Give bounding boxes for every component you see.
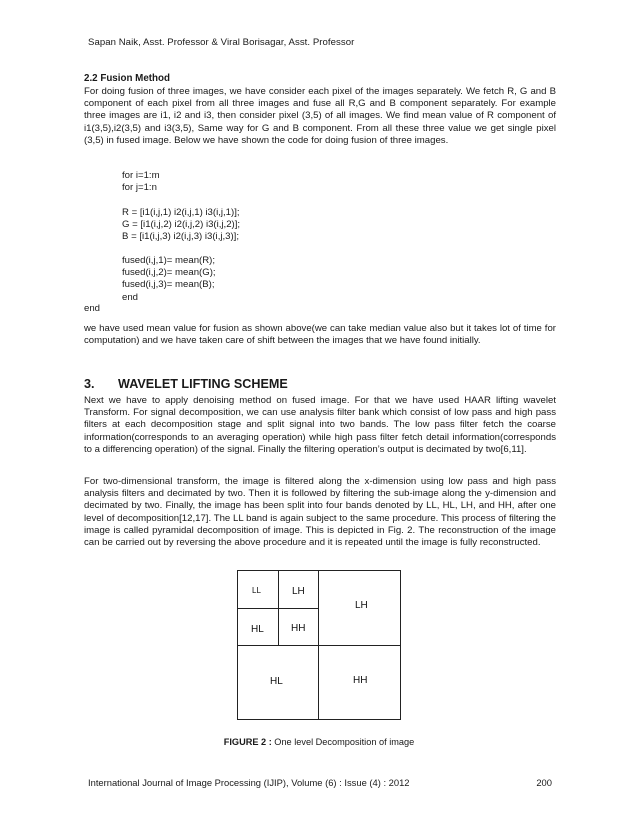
code-line: R = [i1(i,j,1) i2(i,j,1) i3(i,j,1)]; — [122, 207, 240, 218]
code-line: for j=1:n — [122, 182, 157, 194]
figure-caption-text: One level Decomposition of image — [271, 737, 415, 747]
after-code-paragraph: we have used mean value for fusion as shown above(we can take median value also but it takes lot of time for computation) and we have taken care of shift between the images that we have found initially. — [84, 323, 556, 347]
wavelet-paragraph-1-block — [84, 395, 556, 456]
figure-label-hl-small: HL — [251, 624, 264, 635]
code-outer-end: end — [84, 303, 101, 314]
wavelet-paragraph-2: For two-dimensional transform, the image is filtered along the x-dimension using low pass and high pass analysis filters and decimated by two. Then it is followed by filtering the sub-image along the y-dimension and decimated by two. Finally, the image has been split into four bands denoted by LL, HL, LH, and HH, after one level of decomposition[12,17]. The LL band is again subject to the same procedure. This process of filtering the image is called pyramidal decomposition of image. This is depicted in Fig. 2. The reconstruction of the image can be carried out by reversing the above procedure and it is repeated until the image is fully reconstructed. — [84, 476, 556, 549]
code-line: G = [i1(i,j,2) i2(i,j,2) i3(i,j,2)]; — [122, 219, 241, 231]
figure-label-hh-large: HH — [353, 675, 368, 686]
footer-page-number: 200 — [536, 777, 552, 788]
figure-label-hl-large: HL — [270, 676, 283, 687]
figure-label-lh-small: LH — [292, 586, 305, 597]
section-3-heading — [84, 377, 288, 391]
section-3-number: 3. — [84, 377, 95, 391]
page-footer — [88, 777, 552, 788]
code-line: fused(i,j,2)= mean(G); — [122, 267, 216, 279]
code-fused-block — [122, 255, 216, 304]
wavelet-paragraph-2-block — [84, 476, 556, 549]
fusion-paragraph: For doing fusion of three images, we have consider each pixel of the images separately. We fetch R, G and B component of each pixel from all three images and fuse all R,G and B component separately. For example three images are i1, i2 and i3, then consider pixel (3,5) of all images. We find mean value of R component of i1(3,5),i2(3,5) and i3(3,5), Same way for G and B component. From all these three value we get single pixel (3,5) in fused image. Below we have shown the code for doing fusion of three images. — [84, 86, 556, 146]
figure-label-lh-large: LH — [355, 600, 368, 611]
code-assign-block — [122, 207, 240, 244]
figure-caption — [0, 737, 638, 747]
wavelet-paragraph-1: Next we have to apply denoising method on fused image. For that we have used HAAR lifting wavelet Transform. For signal decomposition, we can use analysis filter bank which consist of low pass and high pass filters at each decomposition stage and split signal into two bands. The low pass filter fetch the coarse information(corresponds to an averaging operation) while high pass filter fetch detail information(corresponds to a differencing operation) of the signal. Finally the filtering operation’s output is decimated by two[6,11]. — [84, 395, 556, 455]
code-line: fused(i,j,1)= mean(R); — [122, 255, 216, 266]
figure-horizontal-divider — [238, 645, 400, 646]
code-line: fused(i,j,3)= mean(B); — [122, 279, 215, 291]
section-3-title: WAVELET LIFTING SCHEME — [118, 377, 288, 391]
figure-label-hh-small: HH — [291, 623, 306, 634]
figure-inner-horizontal-divider — [238, 608, 318, 609]
footer-journal: International Journal of Image Processing (IJIP), Volume (6) : Issue (4) : 2012 — [88, 777, 410, 788]
figure-caption-label: FIGURE 2 : — [223, 737, 272, 747]
fusion-paragraph-block — [84, 86, 556, 147]
code-line: end — [122, 291, 139, 303]
code-line: B = [i1(i,j,3) i2(i,j,3) i3(i,j,3)]; — [122, 231, 240, 243]
section-2-2-title: 2.2 Fusion Method — [84, 73, 170, 84]
after-code-block — [84, 323, 556, 347]
code-line: for i=1:m — [122, 170, 160, 181]
figure-label-ll: LL — [252, 586, 261, 595]
running-head: Sapan Naik, Asst. Professor & Viral Borisagar, Asst. Professor — [88, 37, 355, 48]
code-loop-block — [122, 170, 160, 194]
decomposition-figure — [237, 570, 401, 720]
